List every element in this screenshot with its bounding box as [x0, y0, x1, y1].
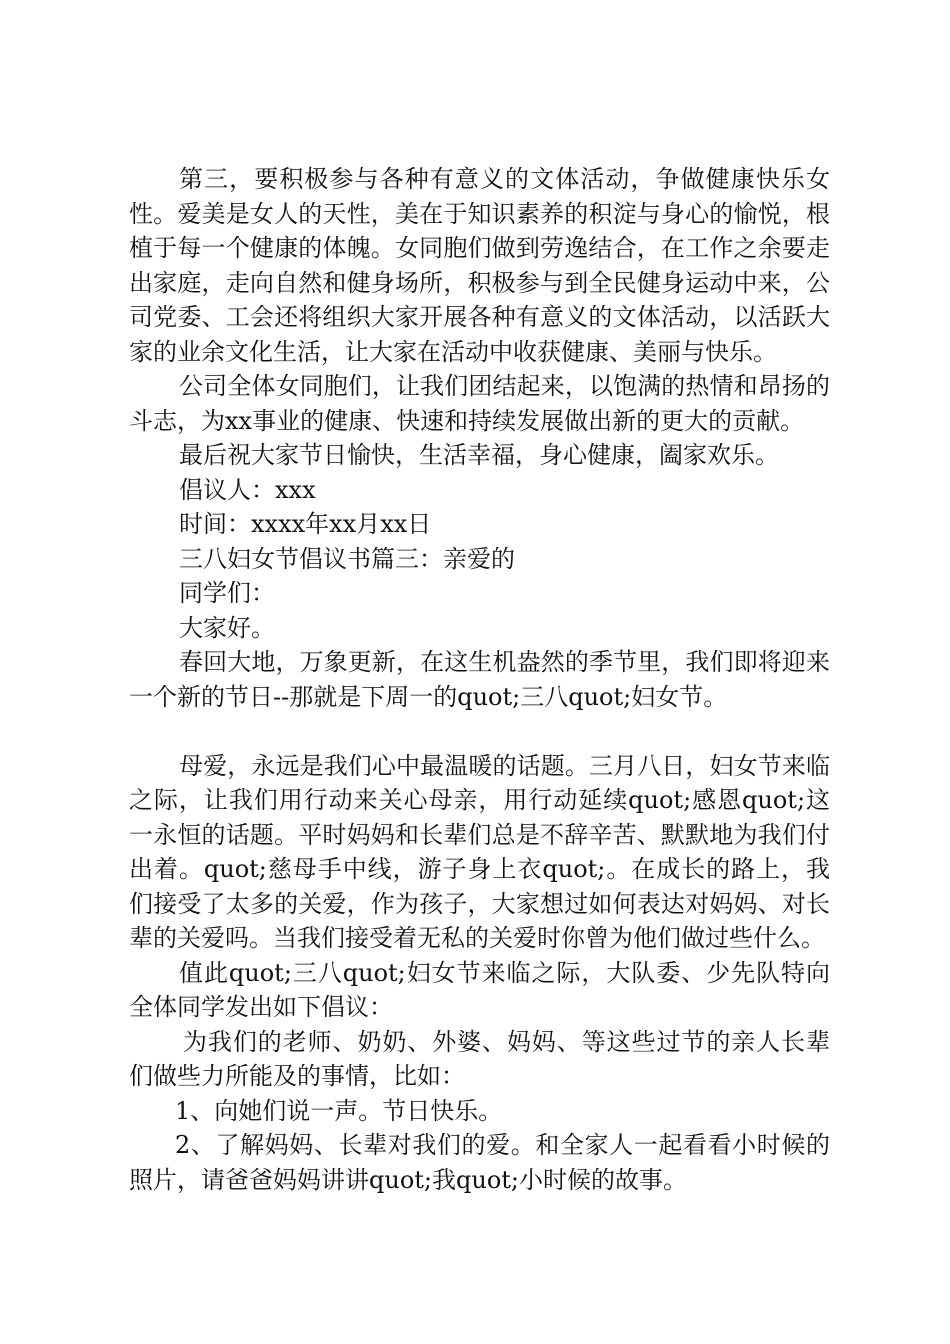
paragraph-proposal-intro: 值此quot;三八quot;妇女节来临之际，大队委、少先队特向全体同学发出如下倡议： [129, 958, 830, 1021]
blank-line [129, 714, 830, 749]
document-body [129, 162, 830, 1197]
paragraph-greeting-students: 同学们： [179, 579, 275, 607]
paragraph-initiator: 倡议人：xxx [179, 475, 316, 504]
paragraph-unite: 公司全体女同胞们，让我们团结起来，以饱满的热情和昂扬的斗志，为xx事业的健康、快速和持续发展做出新的更大的贡献。 [129, 372, 830, 435]
paragraph-fitness: 第三，要积极参与各种有意义的文体活动，争做健康快乐女性。爱美是女人的天性，美在于知识素养的积淀与身心的愉悦，根植于每一个健康的体魄。女同胞们做到劳逸结合，在工作之余要走出家庭，走向自然和健身场所，积极参与到全民健身运动中来，公司党委、工会还将组织大家开展各种有意义的文体活动，以活跃大家的业余文化生活，让大家在活动中收获健康、美丽与快乐。 [129, 165, 830, 366]
paragraph-do-things: 为我们的老师、奶奶、外婆、妈妈、等这些过节的亲人长辈们做些力所能及的事情，比如： [129, 1027, 830, 1090]
paragraph-spring: 春回大地，万象更新，在这生机盎然的季节里，我们即将迎来一个新的节日--那就是下周一的quot;三八quot;妇女节。 [129, 648, 830, 711]
paragraph-wishes: 最后祝大家节日愉快，生活幸福，身心健康，阖家欢乐。 [179, 441, 779, 469]
section-heading: 三八妇女节倡议书篇三：亲爱的 [179, 544, 515, 573]
paragraph-date: 时间：xxxx年xx月xx日 [179, 510, 432, 538]
list-item-1: 1、向她们说一声。节日快乐。 [175, 1096, 503, 1125]
paragraph-mother-love: 母爱，永远是我们心中最温暖的话题。三月八日，妇女节来临之际，让我们用行动来关心母亲，用行动延续quot;感恩quot;这一永恒的话题。平时妈妈和长辈们总是不辞辛苦、默默地为我们付出着。quot;慈母手中线，游子身上衣quot;。在成长的路上，我们接受了太多的关爱，作为孩子，大家想过如何表达对妈妈、对长辈的关爱吗。当我们接受着无私的关爱时你曾为他们做过些什么。 [129, 751, 830, 952]
paragraph-hello: 大家好。 [179, 613, 275, 642]
list-item-2: 2、了解妈妈、长辈对我们的爱。和全家人一起看看小时候的照片，请爸爸妈妈讲讲quot;我quot;小时候的故事。 [129, 1131, 830, 1194]
